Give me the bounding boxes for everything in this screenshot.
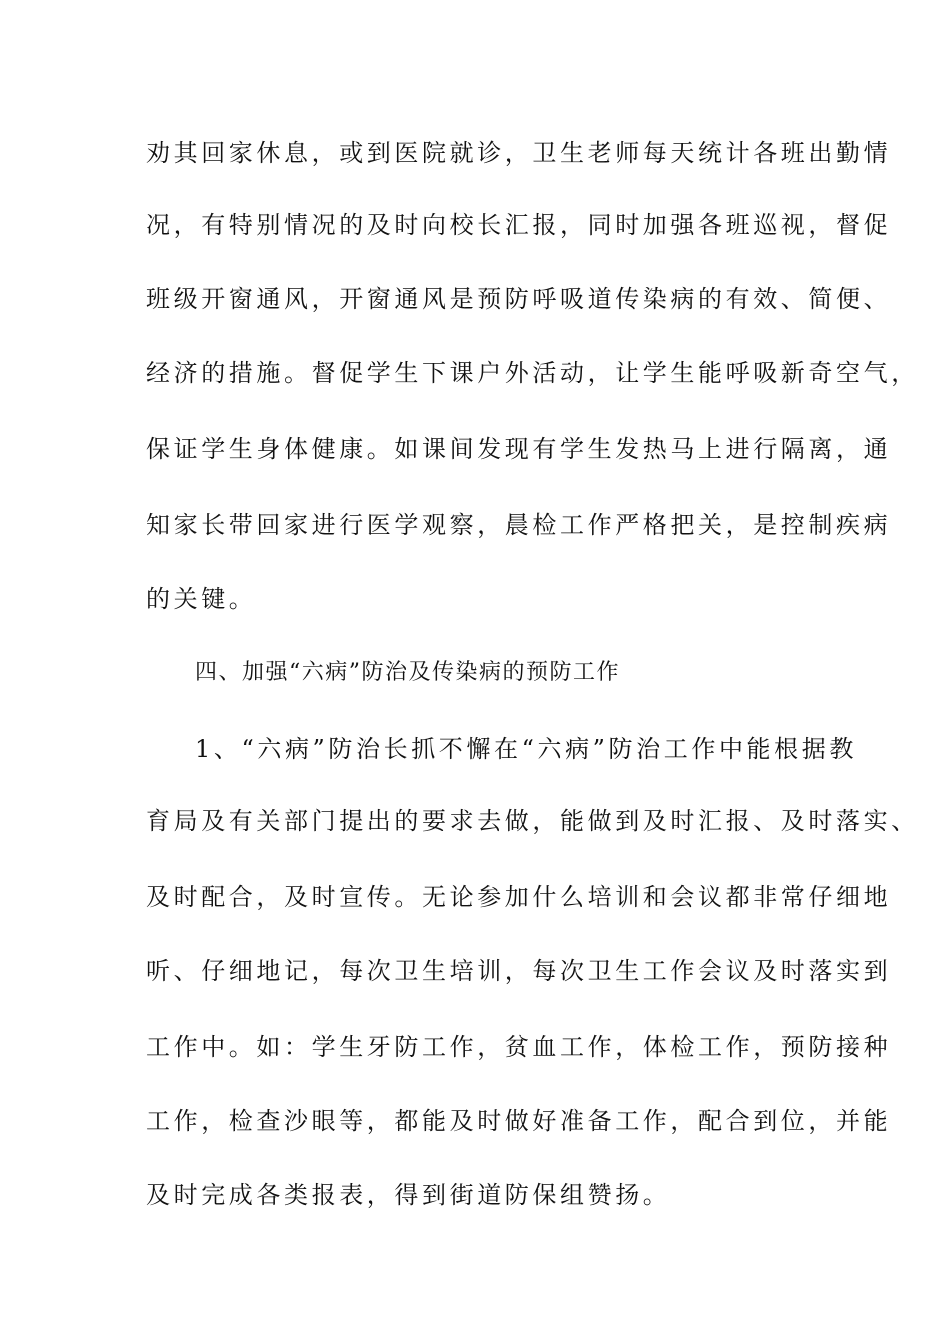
paragraph-line: 及时完成各类报表，得到街道防保组赞扬。 bbox=[146, 1181, 671, 1209]
paragraph-line: 的关键。 bbox=[146, 585, 257, 613]
section-heading: 四、加强“六病”防治及传染病的预防工作 bbox=[195, 660, 620, 685]
paragraph-line: 工作中。如：学生牙防工作，贫血工作，体检工作，预防接种 bbox=[146, 1033, 892, 1061]
paragraph-line: 保证学生身体健康。如课间发现有学生发热马上进行隔离，通 bbox=[146, 435, 892, 463]
paragraph-line: 劝其回家休息，或到医院就诊，卫生老师每天统计各班出勤情 bbox=[146, 139, 892, 167]
paragraph-line: 及时配合，及时宣传。无论参加什么培训和会议都非常仔细地 bbox=[146, 883, 892, 911]
paragraph-line: 班级开窗通风，开窗通风是预防呼吸道传染病的有效、简便、 bbox=[146, 285, 892, 313]
paragraph-line: 听、仔细地记，每次卫生培训，每次卫生工作会议及时落实到 bbox=[146, 957, 892, 985]
paragraph-line: 知家长带回家进行医学观察，晨检工作严格把关，是控制疾病 bbox=[146, 511, 892, 539]
paragraph-line: 经济的措施。督促学生下课户外活动，让学生能呼吸新奇空气， bbox=[146, 359, 919, 387]
paragraph-line: 育局及有关部门提出的要求去做，能做到及时汇报、及时落实、 bbox=[146, 807, 919, 835]
paragraph-line: 工作，检查沙眼等，都能及时做好准备工作，配合到位，并能 bbox=[146, 1107, 892, 1135]
paragraph-line: 1、“六病”防治长抓不懈在“六病”防治工作中能根据教 bbox=[195, 735, 857, 763]
paragraph-line: 况，有特别情况的及时向校长汇报，同时加强各班巡视，督促 bbox=[146, 211, 892, 239]
